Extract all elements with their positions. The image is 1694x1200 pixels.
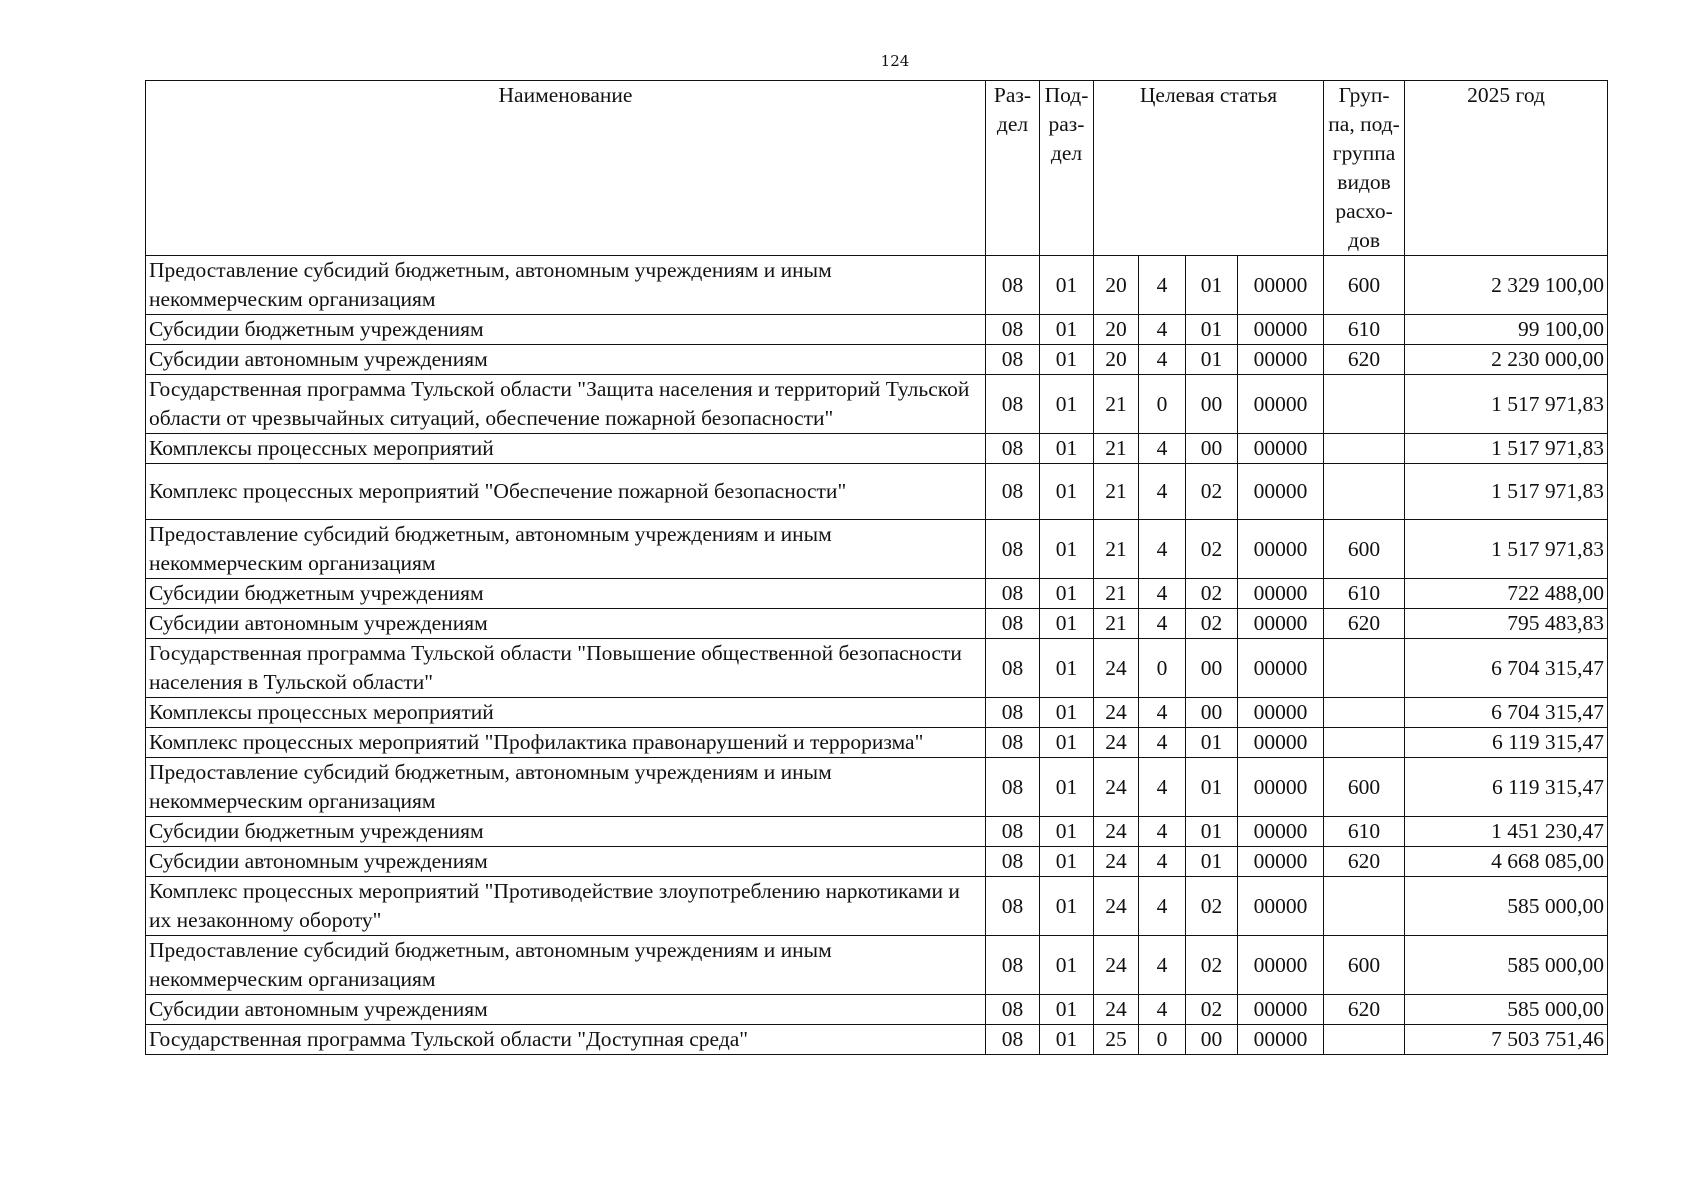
- row-podrazdel: 01: [1040, 579, 1094, 609]
- table-body: [146, 256, 1608, 1055]
- row-podrazdel: 01: [1040, 758, 1094, 817]
- row-target-program: 21: [1094, 464, 1139, 520]
- row-name: Государственная программа Тульской области "Повышение общественной безопасности населения в Тульской области": [146, 639, 986, 698]
- row-razdel: 08: [986, 315, 1040, 345]
- row-target-type: 0: [1139, 1025, 1186, 1055]
- row-target-direction: 00000: [1238, 315, 1324, 345]
- row-name: Комплекс процессных мероприятий "Противодействие злоупотреблению наркотиками и их незаконному обороту": [146, 877, 986, 936]
- row-target-direction: 00000: [1238, 1025, 1324, 1055]
- budget-table: [145, 80, 1608, 1055]
- row-name: Государственная программа Тульской области "Защита населения и территорий Тульской области от чрезвычайных ситуаций, обеспечение пожарной безопасности": [146, 375, 986, 434]
- row-name: Комплексы процессных мероприятий: [146, 434, 986, 464]
- row-amount: 585 000,00: [1405, 877, 1608, 936]
- row-target-element: 01: [1186, 345, 1238, 375]
- row-expense-group: 600: [1324, 936, 1405, 995]
- row-target-program: 24: [1094, 728, 1139, 758]
- row-amount: 722 488,00: [1405, 579, 1608, 609]
- row-amount: 1 517 971,83: [1405, 375, 1608, 434]
- row-razdel: 08: [986, 936, 1040, 995]
- header-expense-group: Груп- па, под- группа видов расхо- дов: [1324, 81, 1405, 256]
- row-target-direction: 00000: [1238, 609, 1324, 639]
- row-target-program: 24: [1094, 758, 1139, 817]
- row-target-program: 20: [1094, 256, 1139, 315]
- row-target-direction: 00000: [1238, 817, 1324, 847]
- header-name: Наименование: [146, 81, 986, 256]
- row-target-type: 4: [1139, 877, 1186, 936]
- row-target-direction: 00000: [1238, 639, 1324, 698]
- table-row: [146, 609, 1608, 639]
- row-target-program: 24: [1094, 877, 1139, 936]
- page-number: 124: [880, 52, 910, 70]
- row-target-direction: 00000: [1238, 728, 1324, 758]
- row-expense-group: [1324, 375, 1405, 434]
- row-target-direction: 00000: [1238, 256, 1324, 315]
- row-podrazdel: 01: [1040, 995, 1094, 1025]
- row-target-direction: 00000: [1238, 847, 1324, 877]
- row-name: Комплекс процессных мероприятий "Профилактика правонарушений и терроризма": [146, 728, 986, 758]
- row-target-program: 20: [1094, 315, 1139, 345]
- row-expense-group: 600: [1324, 758, 1405, 817]
- row-name: Субсидии автономным учреждениям: [146, 995, 986, 1025]
- row-target-element: 00: [1186, 698, 1238, 728]
- table-row: [146, 728, 1608, 758]
- row-target-program: 21: [1094, 434, 1139, 464]
- row-expense-group: 620: [1324, 995, 1405, 1025]
- table-row: [146, 256, 1608, 315]
- row-amount: 1 517 971,83: [1405, 464, 1608, 520]
- row-podrazdel: 01: [1040, 698, 1094, 728]
- row-target-element: 02: [1186, 995, 1238, 1025]
- row-target-element: 01: [1186, 817, 1238, 847]
- row-razdel: 08: [986, 609, 1040, 639]
- row-target-element: 01: [1186, 728, 1238, 758]
- row-razdel: 08: [986, 520, 1040, 579]
- row-razdel: 08: [986, 698, 1040, 728]
- row-target-element: 00: [1186, 434, 1238, 464]
- row-amount: 6 704 315,47: [1405, 698, 1608, 728]
- row-target-program: 21: [1094, 375, 1139, 434]
- table-row: [146, 520, 1608, 579]
- row-name: Субсидии автономным учреждениям: [146, 847, 986, 877]
- row-podrazdel: 01: [1040, 464, 1094, 520]
- row-amount: 2 230 000,00: [1405, 345, 1608, 375]
- row-target-program: 21: [1094, 520, 1139, 579]
- row-target-element: 02: [1186, 609, 1238, 639]
- row-target-direction: 00000: [1238, 995, 1324, 1025]
- row-target-direction: 00000: [1238, 520, 1324, 579]
- row-target-program: 24: [1094, 698, 1139, 728]
- row-target-program: 24: [1094, 639, 1139, 698]
- row-target-program: 24: [1094, 817, 1139, 847]
- row-target-type: 4: [1139, 579, 1186, 609]
- row-name: Субсидии бюджетным учреждениям: [146, 315, 986, 345]
- row-amount: 6 119 315,47: [1405, 728, 1608, 758]
- row-name: Субсидии автономным учреждениям: [146, 609, 986, 639]
- row-expense-group: 620: [1324, 345, 1405, 375]
- row-razdel: 08: [986, 345, 1040, 375]
- row-target-element: 02: [1186, 936, 1238, 995]
- row-target-element: 01: [1186, 758, 1238, 817]
- row-amount: 4 668 085,00: [1405, 847, 1608, 877]
- row-target-program: 21: [1094, 579, 1139, 609]
- table-row: [146, 847, 1608, 877]
- table-row: [146, 877, 1608, 936]
- table-row: [146, 758, 1608, 817]
- row-podrazdel: 01: [1040, 315, 1094, 345]
- table-row: [146, 698, 1608, 728]
- row-razdel: 08: [986, 464, 1040, 520]
- row-podrazdel: 01: [1040, 817, 1094, 847]
- row-name: Предоставление субсидий бюджетным, автономным учреждениям и иным некоммерческим организациям: [146, 256, 986, 315]
- row-amount: 795 483,83: [1405, 609, 1608, 639]
- row-razdel: 08: [986, 728, 1040, 758]
- row-target-element: 00: [1186, 375, 1238, 434]
- row-target-type: 4: [1139, 464, 1186, 520]
- row-target-program: 21: [1094, 609, 1139, 639]
- row-target-direction: 00000: [1238, 698, 1324, 728]
- row-amount: 6 119 315,47: [1405, 758, 1608, 817]
- row-razdel: 08: [986, 434, 1040, 464]
- row-target-type: 4: [1139, 758, 1186, 817]
- row-target-element: 02: [1186, 877, 1238, 936]
- row-amount: 6 704 315,47: [1405, 639, 1608, 698]
- row-expense-group: 610: [1324, 315, 1405, 345]
- row-razdel: 08: [986, 877, 1040, 936]
- row-podrazdel: 01: [1040, 609, 1094, 639]
- row-razdel: 08: [986, 1025, 1040, 1055]
- row-podrazdel: 01: [1040, 877, 1094, 936]
- row-target-type: 0: [1139, 375, 1186, 434]
- row-razdel: 08: [986, 579, 1040, 609]
- row-target-element: 00: [1186, 1025, 1238, 1055]
- header-target-article: Целевая статья: [1094, 81, 1324, 256]
- row-target-element: 02: [1186, 464, 1238, 520]
- row-podrazdel: 01: [1040, 520, 1094, 579]
- row-expense-group: 620: [1324, 609, 1405, 639]
- header-razdel: Раз- дел: [986, 81, 1040, 256]
- row-target-direction: 00000: [1238, 434, 1324, 464]
- table-row: [146, 639, 1608, 698]
- row-target-program: 20: [1094, 345, 1139, 375]
- row-target-element: 00: [1186, 639, 1238, 698]
- header-podrazdel: Под- раз- дел: [1040, 81, 1094, 256]
- row-podrazdel: 01: [1040, 639, 1094, 698]
- row-expense-group: [1324, 1025, 1405, 1055]
- table-row: [146, 434, 1608, 464]
- table-row: [146, 579, 1608, 609]
- row-target-element: 01: [1186, 256, 1238, 315]
- row-target-element: 01: [1186, 847, 1238, 877]
- table-row: [146, 464, 1608, 520]
- row-expense-group: 600: [1324, 256, 1405, 315]
- row-expense-group: 610: [1324, 817, 1405, 847]
- row-podrazdel: 01: [1040, 936, 1094, 995]
- row-target-program: 24: [1094, 847, 1139, 877]
- table-row: [146, 315, 1608, 345]
- row-expense-group: [1324, 877, 1405, 936]
- row-amount: 1 517 971,83: [1405, 520, 1608, 579]
- row-target-element: 02: [1186, 520, 1238, 579]
- row-expense-group: [1324, 728, 1405, 758]
- row-target-type: 4: [1139, 995, 1186, 1025]
- row-expense-group: [1324, 639, 1405, 698]
- row-podrazdel: 01: [1040, 345, 1094, 375]
- row-amount: 585 000,00: [1405, 936, 1608, 995]
- row-name: Комплекс процессных мероприятий "Обеспечение пожарной безопасности": [146, 464, 986, 520]
- row-name: Комплексы процессных мероприятий: [146, 698, 986, 728]
- row-razdel: 08: [986, 995, 1040, 1025]
- row-razdel: 08: [986, 375, 1040, 434]
- row-name: Предоставление субсидий бюджетным, автономным учреждениям и иным некоммерческим организациям: [146, 936, 986, 995]
- table-row: [146, 375, 1608, 434]
- row-target-program: 24: [1094, 936, 1139, 995]
- table-row: [146, 1025, 1608, 1055]
- row-target-type: 4: [1139, 609, 1186, 639]
- row-podrazdel: 01: [1040, 434, 1094, 464]
- row-razdel: 08: [986, 817, 1040, 847]
- row-podrazdel: 01: [1040, 1025, 1094, 1055]
- row-target-element: 02: [1186, 579, 1238, 609]
- header-row: [146, 81, 1608, 256]
- row-target-type: 4: [1139, 345, 1186, 375]
- row-name: Субсидии автономным учреждениям: [146, 345, 986, 375]
- row-target-direction: 00000: [1238, 579, 1324, 609]
- row-amount: 1 517 971,83: [1405, 434, 1608, 464]
- row-target-program: 25: [1094, 1025, 1139, 1055]
- row-target-type: 4: [1139, 847, 1186, 877]
- row-expense-group: 610: [1324, 579, 1405, 609]
- row-podrazdel: 01: [1040, 375, 1094, 434]
- row-target-type: 4: [1139, 315, 1186, 345]
- row-expense-group: 600: [1324, 520, 1405, 579]
- table-row: [146, 817, 1608, 847]
- row-razdel: 08: [986, 758, 1040, 817]
- row-target-direction: 00000: [1238, 758, 1324, 817]
- row-amount: 1 451 230,47: [1405, 817, 1608, 847]
- row-amount: 99 100,00: [1405, 315, 1608, 345]
- row-razdel: 08: [986, 256, 1040, 315]
- row-target-type: 4: [1139, 728, 1186, 758]
- row-podrazdel: 01: [1040, 847, 1094, 877]
- row-razdel: 08: [986, 639, 1040, 698]
- row-target-element: 01: [1186, 315, 1238, 345]
- row-name: Предоставление субсидий бюджетным, автономным учреждениям и иным некоммерческим организациям: [146, 758, 986, 817]
- row-expense-group: [1324, 464, 1405, 520]
- row-name: Субсидии бюджетным учреждениям: [146, 817, 986, 847]
- row-name: Предоставление субсидий бюджетным, автономным учреждениям и иным некоммерческим организациям: [146, 520, 986, 579]
- row-target-direction: 00000: [1238, 375, 1324, 434]
- row-amount: 2 329 100,00: [1405, 256, 1608, 315]
- row-expense-group: 620: [1324, 847, 1405, 877]
- table-row: [146, 936, 1608, 995]
- row-podrazdel: 01: [1040, 728, 1094, 758]
- row-target-type: 4: [1139, 698, 1186, 728]
- row-target-type: 4: [1139, 434, 1186, 464]
- row-target-program: 24: [1094, 995, 1139, 1025]
- row-target-direction: 00000: [1238, 464, 1324, 520]
- row-expense-group: [1324, 698, 1405, 728]
- row-amount: 585 000,00: [1405, 995, 1608, 1025]
- row-target-type: 4: [1139, 256, 1186, 315]
- row-name: Государственная программа Тульской области "Доступная среда": [146, 1025, 986, 1055]
- row-expense-group: [1324, 434, 1405, 464]
- row-razdel: 08: [986, 847, 1040, 877]
- row-target-type: 4: [1139, 936, 1186, 995]
- table-row: [146, 345, 1608, 375]
- row-target-type: 4: [1139, 817, 1186, 847]
- table-row: [146, 995, 1608, 1025]
- row-name: Субсидии бюджетным учреждениям: [146, 579, 986, 609]
- row-target-type: 0: [1139, 639, 1186, 698]
- row-amount: 7 503 751,46: [1405, 1025, 1608, 1055]
- row-target-direction: 00000: [1238, 345, 1324, 375]
- header-year: 2025 год: [1405, 81, 1608, 256]
- row-podrazdel: 01: [1040, 256, 1094, 315]
- row-target-type: 4: [1139, 520, 1186, 579]
- row-target-direction: 00000: [1238, 936, 1324, 995]
- row-target-direction: 00000: [1238, 877, 1324, 936]
